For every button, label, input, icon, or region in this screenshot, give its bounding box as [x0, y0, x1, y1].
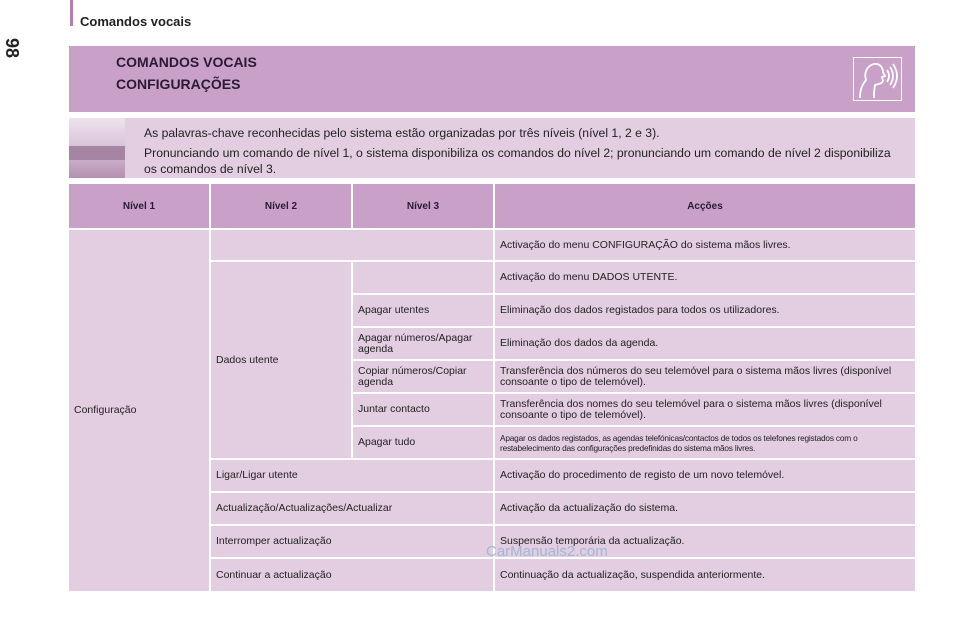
action-cell: Transferência dos nomes do seu telemóvel para o sistema mãos livres (disponível consoante o tipo de telemóvel). — [495, 394, 915, 425]
header-level1: Nível 1 — [69, 184, 209, 228]
blank-level2-3-cell — [211, 230, 493, 260]
page-header-title: Comandos vocais — [80, 14, 192, 29]
section-subtitle: CONFIGURAÇÕES — [116, 76, 241, 92]
action-cell: Activação do menu DADOS UTENTE. — [495, 262, 915, 293]
intro-paragraph-1: As palavras-chave reconhecidas pelo sistema estão organizadas por três níveis (nível 1, 2 e 3). — [144, 126, 660, 140]
action-cell: Apagar os dados registados, as agendas telefónicas/contactos de todos os telefones registados com o restabelecimento das configurações predefinidas do sistema mãos livres. — [495, 427, 915, 458]
action-cell: Continuação da actualização, suspendida anteriormente. — [495, 559, 915, 591]
intro-paragraph-2: Pronunciando um comando de nível 1, o sistema disponibiliza os comandos do nível 2; pronunciando um comando de nível 2 disponibiliza os comandos de nível 3. — [144, 146, 891, 176]
header-level3: Nível 3 — [353, 184, 493, 228]
blank-level3-cell — [353, 262, 493, 293]
header-level2: Nível 2 — [211, 184, 351, 228]
level2-cell: Continuar a actualização — [211, 559, 493, 591]
level3-cell: Juntar contacto — [353, 394, 493, 425]
header-actions: Acções — [495, 184, 915, 228]
action-cell: Eliminação dos dados da agenda. — [495, 328, 915, 359]
action-cell: Activação do menu CONFIGURAÇÃO do sistema mãos livres. — [495, 230, 915, 260]
section-title: COMANDOS VOCAIS — [116, 54, 257, 70]
action-cell: Suspensão temporária da actualização. — [495, 526, 915, 557]
level2-cell: Interromper actualização — [211, 526, 493, 557]
action-cell: Eliminação dos dados registados para todos os utilizadores. — [495, 295, 915, 326]
level1-configuracao: Configuração — [69, 230, 209, 591]
level3-cell: Apagar números/Apagar agenda — [353, 328, 493, 359]
page-number: 98 — [2, 38, 22, 59]
level2-cell: Actualização/Actualizações/Actualizar — [211, 493, 493, 524]
voice-speaking-icon — [853, 57, 902, 101]
watermark: CarManuals2.com — [486, 543, 608, 560]
action-cell: Activação do procedimento de registo de um novo telemóvel. — [495, 460, 915, 491]
level2-cell: Ligar/Ligar utente — [211, 460, 493, 491]
action-cell: Transferência dos números do seu telemóvel para o sistema mãos livres (disponível consoante o tipo de telemóvel). — [495, 361, 915, 392]
level2-dados-utente: Dados utente — [211, 262, 351, 458]
intro-thumbnail-band — [69, 146, 125, 160]
sidebar-accent-bar — [70, 0, 73, 26]
level3-cell: Apagar utentes — [353, 295, 493, 326]
level3-cell: Copiar números/Copiar agenda — [353, 361, 493, 392]
level3-cell: Apagar tudo — [353, 427, 493, 458]
action-cell: Activação da actualização do sistema. — [495, 493, 915, 524]
